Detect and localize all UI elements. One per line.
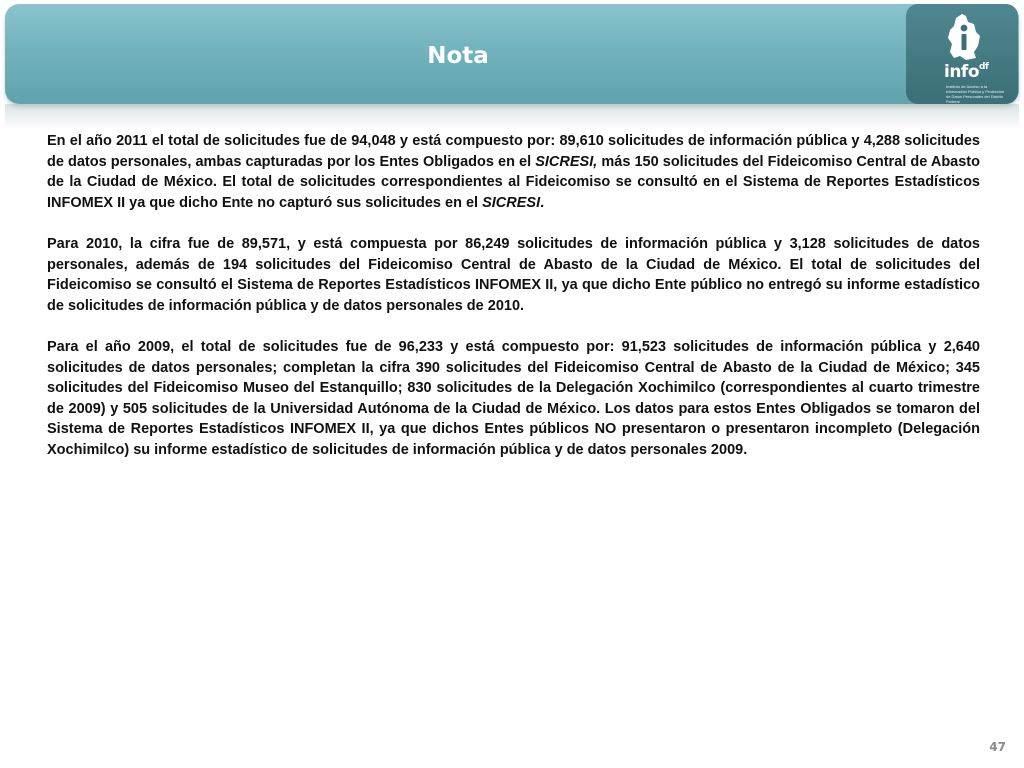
paragraph-text: En el año 2011 el total de solicitudes fue de 94,048 y está compuesto por: 89,610 solicitudes de información pública y 4,288 solicitudes de datos personales, ambas capturadas por los Entes Obligados en el [47,133,980,170]
note-paragraph [47,337,980,461]
logo-wordmark: info$^{df}$ [944,62,989,82]
logo-subtitle: Instituto de Acceso a la Información Pública y Protección de Datos Personales del Distrito Federal [946,84,1005,104]
infodf-logo [906,4,1018,104]
note-paragraph [47,234,980,316]
page-title: Nota [427,43,489,69]
paragraph-text: . [540,194,545,211]
header-shadow [5,104,1019,130]
italic-term: SICRESI, [535,153,598,170]
note-paragraph [47,131,980,213]
emblem-icon [946,12,982,62]
paragraph-text: Para 2010, la cifra fue de 89,571, y está compuesta por 86,249 solicitudes de información pública y 3,128 solicitudes de datos personales, además de 194 solicitudes del Fideicomiso Central de Abasto de la Ciudad de México. El total de solicitudes del Fideicomiso se consultó el Sistema de Reportes Estadísticos INFOMEX II, ya que dicho Ente público no entregó su informe estadístico de solicitudes de información pública y de datos personales de 2010. [47,235,980,314]
page-number: 47 [989,740,1006,754]
paragraph-text: Para el año 2009, el total de solicitudes fue de 96,233 y está compuesto por: 91,523 solicitudes de información pública y 2,640 solicitudes de datos personales; completan la cifra 390 solicitudes del Fideicomiso Central de Abasto de la Ciudad de México; 345 solicitudes del Fideicomiso Museo del Estanquillo; 830 solicitudes de la Delegación Xochimilco (correspondientes al cuarto trimestre de 2009) y 505 solicitudes de la Universidad Autónoma de la Ciudad de México. Los datos para estos Entes Obligados se tomaron del Sistema de Reportes Estadísticos INFOMEX II, ya que dichos Entes públicos NO presentaron o presentaron incompleto (Delegación Xochimilco) su informe estadístico de solicitudes de información pública y de datos personales 2009. [47,338,980,458]
italic-term: SICRESI [482,194,541,211]
paragraph-text: más 150 solicitudes del Fideicomiso Central de Abasto de la Ciudad de México. El total de solicitudes correspondientes al Fideicomiso se consultó en el Sistema de Reportes Estadísticos INFOMEX II ya que dicho Ente no capturó sus solicitudes en el [47,153,980,211]
note-body [47,131,980,481]
